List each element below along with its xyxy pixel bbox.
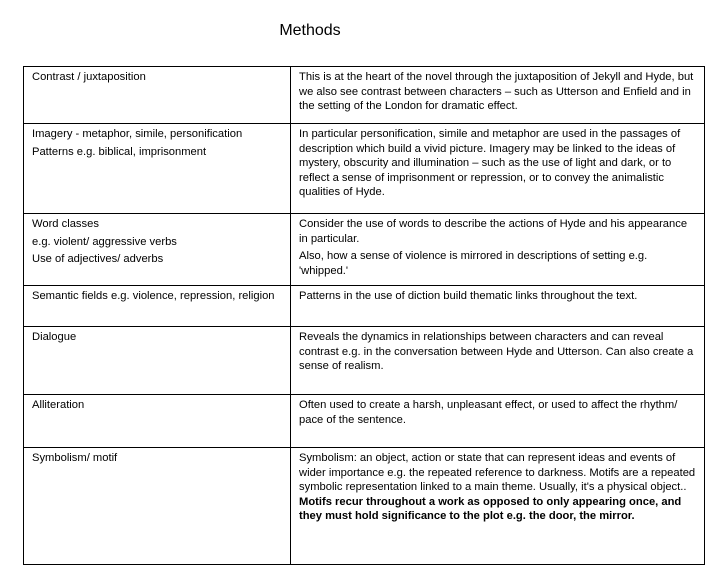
methods-table bbox=[23, 66, 705, 565]
description-text: Patterns in the use of diction build thematic links throughout the text. bbox=[299, 290, 638, 302]
description-text: Reveals the dynamics in relationships between characters and can reveal contrast e.g. in the conversation between Hyde and Utterson. Can also create a sense of realism. bbox=[299, 331, 694, 373]
method-text: Patterns e.g. biblical, imprisonment bbox=[32, 145, 207, 158]
method-cell bbox=[24, 67, 291, 124]
method-cell bbox=[24, 327, 291, 395]
method-text: Word classes bbox=[32, 218, 99, 230]
table-row bbox=[24, 327, 705, 395]
method-text: Semantic fields e.g. violence, repression, religion bbox=[32, 290, 275, 302]
description-cell bbox=[291, 448, 705, 565]
description-cell bbox=[291, 395, 705, 448]
method-cell bbox=[24, 286, 291, 327]
method-text: Dialogue bbox=[32, 331, 77, 343]
description-cell bbox=[291, 124, 705, 214]
method-text: Symbolism/ motif bbox=[32, 452, 118, 464]
description-cell bbox=[291, 286, 705, 327]
description-text: Symbolism: an object, action or state that can represent ideas and events of wider importance e.g. the repeated reference to darkness. Motifs are a repeated symbolic representation linked to a main theme. Usually, it's a physical object.. bbox=[299, 452, 696, 494]
description-text: This is at the heart of the novel through the juxtaposition of Jekyll and Hyde, but we also see contrast between characters – such as Utterson and Enfield and in the setting of the London for dramatic effect. bbox=[299, 71, 694, 113]
description-text: Also, how a sense of violence is mirrored in descriptions of setting e.g. 'whipped.' bbox=[299, 250, 648, 277]
method-cell bbox=[24, 124, 291, 214]
description-text: In particular personification, simile and metaphor are used in the passages of description which build a vivid picture. Imagery may be linked to the ideas of mystery, obscurity and illumination – such as the use of light and dark, or to reflect a sense of imprisonment or repression, or to convey the animalistic qualities of Hyde. bbox=[299, 128, 681, 199]
table-row bbox=[24, 124, 705, 214]
method-text: Use of adjectives/ adverbs bbox=[32, 253, 164, 266]
method-cell bbox=[24, 214, 291, 286]
description-text: Often used to create a harsh, unpleasant effect, or used to affect the rhythm/ pace of the sentence. bbox=[299, 399, 678, 426]
page-title: Methods bbox=[279, 22, 341, 39]
table-row bbox=[24, 448, 705, 565]
method-text: Alliteration bbox=[32, 399, 85, 411]
table-row bbox=[24, 67, 705, 124]
description-text: Consider the use of words to describe the actions of Hyde and his appearance in particular. bbox=[299, 218, 688, 245]
table-row bbox=[24, 286, 705, 327]
description-cell bbox=[291, 214, 705, 286]
method-cell bbox=[24, 395, 291, 448]
description-cell bbox=[291, 327, 705, 395]
method-cell bbox=[24, 448, 291, 565]
description-emphasis: Motifs recur throughout a work as opposed to only appearing once, and they must hold significance to the plot e.g. the door, the mirror. bbox=[299, 495, 682, 523]
table-row bbox=[24, 395, 705, 448]
method-text: Imagery - metaphor, simile, personification bbox=[32, 128, 243, 140]
table-row bbox=[24, 214, 705, 286]
method-text: Contrast / juxtaposition bbox=[32, 71, 146, 83]
description-cell bbox=[291, 67, 705, 124]
method-text: e.g. violent/ aggressive verbs bbox=[32, 235, 177, 248]
